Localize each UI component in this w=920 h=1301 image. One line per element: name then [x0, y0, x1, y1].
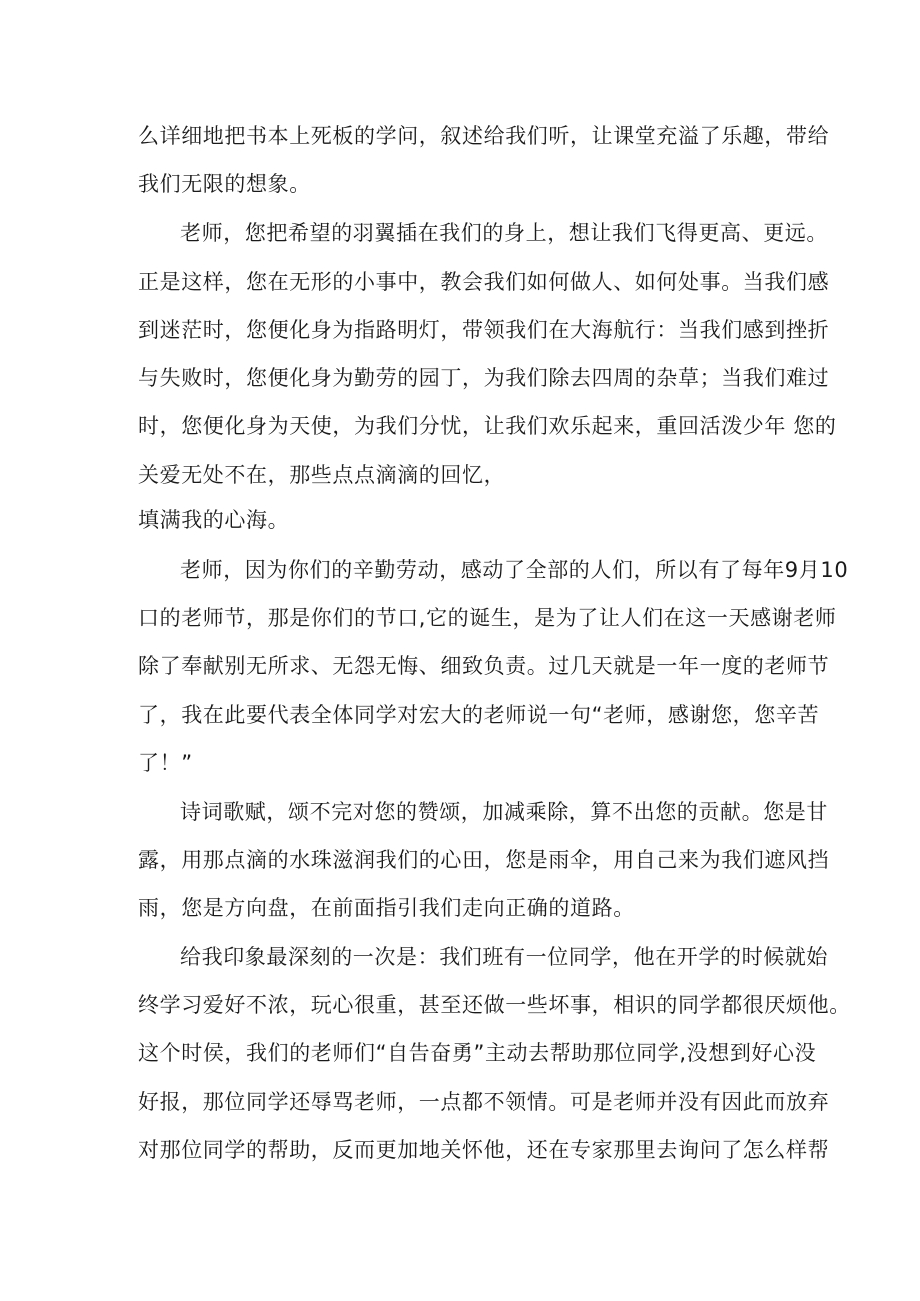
text-line: 到迷茫时，您便化身为指路明灯，带领我们在大海航行：当我们感到挫折 [138, 318, 830, 342]
text-line: 时，您便化身为天使，为我们分忧，让我们欢乐起来，重回活泼少年 您的 [138, 414, 837, 438]
text-line: 了！” [138, 751, 193, 775]
text-line: 我们无限的想象。 [138, 172, 311, 196]
text-line: 雨，您是方向盘，在前面指引我们走向正确的道路。 [138, 896, 635, 920]
paragraph-start-line: 给我印象最深刻的一次是：我们班有一位同学，他在开学的时候就始 [180, 945, 828, 969]
text-line: 关爱无处不在，那些点点滴滴的回忆， [138, 463, 506, 487]
text-line: 填满我的心海。 [138, 508, 290, 532]
text-line: 好报，那位同学还辱骂老师，一点都不领情。可是老师并没有因此而放弃 [138, 1090, 830, 1114]
paragraph-start-line: 老师，您把希望的羽翼插在我们的身上，想让我们飞得更高、更远。 [180, 221, 828, 245]
text-line: 与失败时，您便化身为勤劳的园丁，为我们除去四周的杂草；当我们难过 [138, 366, 830, 390]
text-line: 终学习爱好不浓，玩心很重，甚至还做一些坏事，相识的同学都很厌烦他。 [138, 993, 851, 1017]
text-line: 露，用那点滴的水珠滋润我们的心田，您是雨伞，用自己来为我们遮风挡 [138, 848, 830, 872]
text-line: 这个时侯，我们的老师们“自告奋勇”主动去帮助那位同学,没想到好心没 [138, 1041, 817, 1065]
text-line: 除了奉献别无所求、无怨无悔、细致负责。过几天就是一年一度的老师节 [138, 654, 830, 678]
text-line: 么详细地把书本上死板的学问，叙述给我们听，让课堂充溢了乐趣，带给 [138, 124, 830, 148]
text-line: 对那位同学的帮助，反而更加地关怀他，还在专家那里去询问了怎么样帮 [138, 1138, 830, 1162]
text-line: 口的老师节，那是你们的节口,它的诞生，是为了让人们在这一天感谢老师 [138, 606, 837, 630]
text-line: 正是这样，您在无形的小事中，教会我们如何做人、如何处事。当我们感 [138, 270, 830, 294]
paragraph-start-line: 诗词歌赋，颂不完对您的赞颂，加减乘除，算不出您的贡献。您是甘 [180, 800, 828, 824]
text-line: 了，我在此要代表全体同学对宏大的老师说一句“老师，感谢您，您辛苦 [138, 703, 820, 727]
paragraph-start-line: 老师，因为你们的辛勤劳动，感动了全部的人们，所以有了每年9月10 [180, 558, 849, 582]
